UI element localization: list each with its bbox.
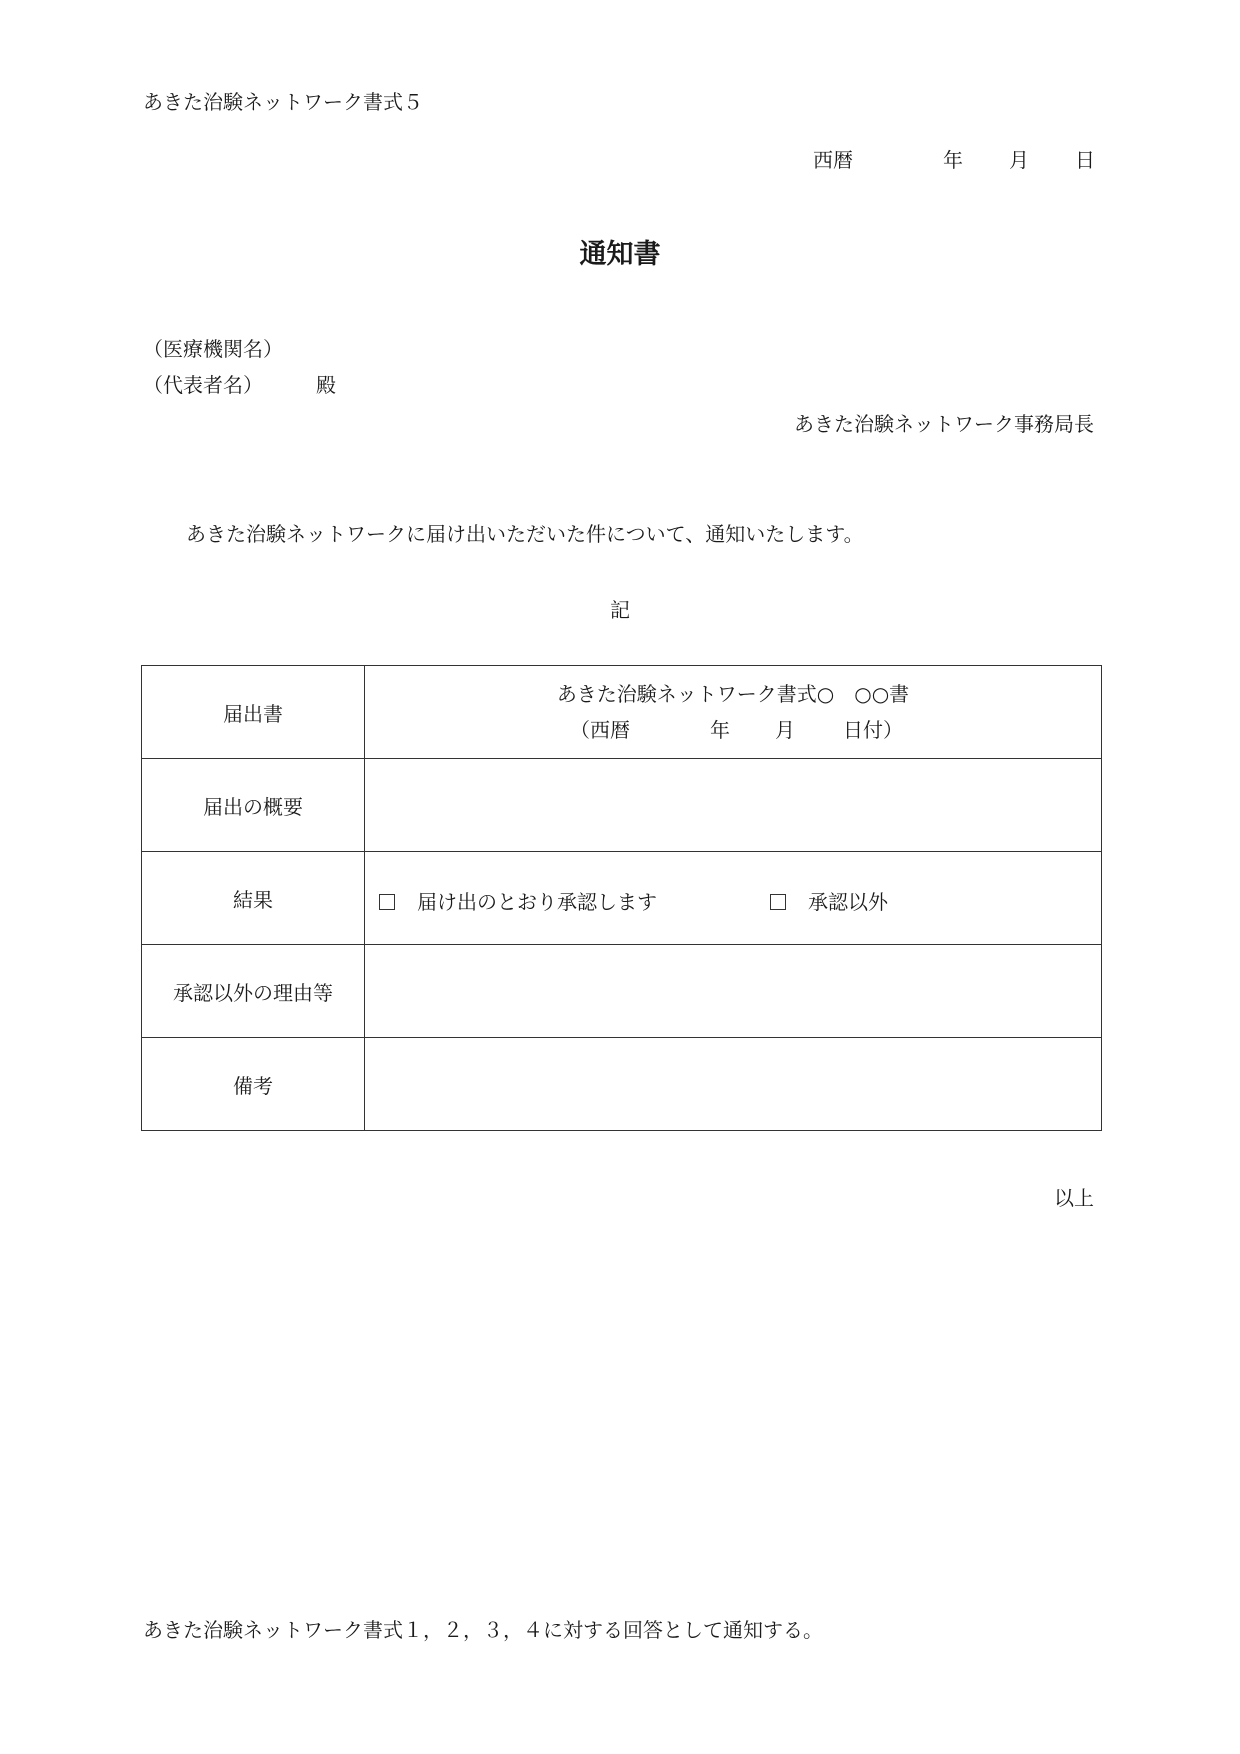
row-value — [365, 666, 1102, 759]
row-value — [365, 1038, 1102, 1131]
checkbox-icon[interactable] — [770, 894, 786, 910]
date-era: 西暦 — [813, 148, 853, 172]
result-option-approve[interactable]: 届け出のとおり承認します — [379, 886, 657, 915]
body-text: あきた治験ネットワークに届け出いただいた件について、通知いたします。 — [186, 522, 864, 546]
date-month: 月 — [1009, 148, 1029, 172]
row-label: 届出書 — [142, 666, 365, 759]
row-label: 承認以外の理由等 — [142, 945, 365, 1038]
row-label: 備考 — [142, 1038, 365, 1131]
row-label: 結果 — [142, 852, 365, 945]
form-id: あきた治験ネットワーク書式５ — [143, 90, 423, 114]
date-line — [0, 148, 1240, 172]
sender: あきた治験ネットワーク事務局長 — [794, 412, 1094, 436]
form-date: （西暦 年 月 日付） — [570, 718, 903, 742]
row-value — [365, 852, 1102, 945]
addressee-representative: （代表者名） — [143, 373, 263, 397]
ki-heading: 記 — [610, 598, 630, 622]
row-label: 届出の概要 — [142, 759, 365, 852]
table-row — [142, 759, 1102, 852]
checkbox-icon[interactable] — [379, 894, 395, 910]
table-row — [142, 666, 1102, 759]
footer-note: あきた治験ネットワーク書式１，２，３，４に対する回答として通知する。 — [143, 1618, 823, 1642]
row-value — [365, 759, 1102, 852]
page-title: 通知書 — [579, 239, 661, 270]
addressee-institution: （医療機関名） — [143, 337, 283, 361]
table-row — [142, 852, 1102, 945]
closing-text: 以上 — [1054, 1186, 1094, 1210]
table-row — [142, 1038, 1102, 1131]
result-option-other[interactable]: 承認以外 — [770, 886, 888, 915]
addressee-honorific: 殿 — [316, 373, 336, 397]
date-year: 年 — [943, 148, 963, 172]
form-reference: あきた治験ネットワーク書式○ ○○書 — [556, 682, 910, 706]
date-day: 日 — [1075, 148, 1095, 172]
row-value — [365, 945, 1102, 1038]
table-row — [142, 945, 1102, 1038]
notice-table — [141, 665, 1102, 1131]
